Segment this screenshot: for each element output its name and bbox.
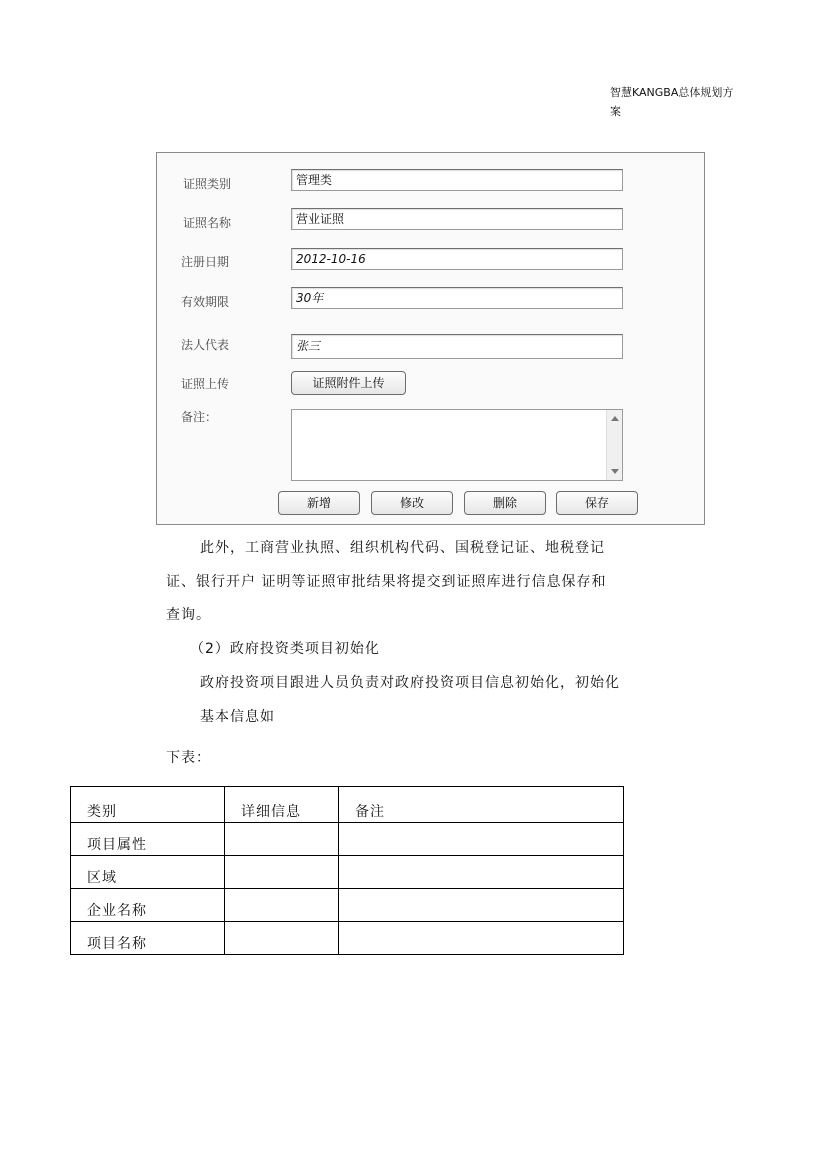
license-name-field[interactable]: 营业证照 — [291, 208, 623, 230]
license-name-label: 证照名称 — [183, 216, 232, 230]
table-cell — [339, 889, 624, 922]
project-info-table — [70, 786, 624, 955]
table-header-row — [71, 787, 624, 823]
register-date-label: 注册日期 — [181, 255, 230, 269]
table-cell — [225, 889, 339, 922]
scroll-down-icon[interactable] — [611, 469, 619, 474]
edit-button[interactable]: 修改 — [371, 491, 453, 515]
table-cell — [225, 823, 339, 856]
paragraph-line: 基本信息如 — [200, 709, 275, 725]
remark-label: 备注： — [181, 410, 218, 424]
table-row — [71, 922, 624, 955]
document-header — [610, 83, 760, 121]
remark-scrollbar[interactable] — [606, 410, 622, 480]
table-header-cell: 备注 — [339, 787, 624, 823]
table-row — [71, 823, 624, 856]
remark-textarea[interactable] — [291, 409, 623, 481]
table-cell — [225, 922, 339, 955]
table-header-cell: 类别 — [71, 787, 225, 823]
paragraph-line: 证、银行开户 证明等证照审批结果将提交到证照库进行信息保存和 — [166, 574, 607, 590]
header-title-line2: 案 — [610, 105, 621, 118]
table-cell — [339, 823, 624, 856]
table-cell: 项目属性 — [71, 823, 225, 856]
table-cell: 企业名称 — [71, 889, 225, 922]
license-category-label: 证照类别 — [183, 177, 232, 191]
table-cell — [225, 856, 339, 889]
legal-representative-field[interactable]: 张三 — [291, 334, 623, 359]
table-cell — [339, 856, 624, 889]
legal-representative-label: 法人代表 — [181, 338, 230, 352]
table-cell — [339, 922, 624, 955]
register-date-field[interactable]: 2012-10-16 — [291, 248, 623, 270]
paragraph-line: 政府投资项目跟进人员负责对政府投资项目信息初始化，初始化 — [200, 675, 620, 691]
add-button[interactable]: 新增 — [278, 491, 360, 515]
validity-period-field[interactable]: 30年 — [291, 287, 623, 309]
table-cell: 区域 — [71, 856, 225, 889]
table-cell: 项目名称 — [71, 922, 225, 955]
delete-button[interactable]: 删除 — [464, 491, 546, 515]
license-form-panel — [156, 152, 705, 525]
license-upload-label: 证照上传 — [181, 377, 230, 391]
header-title-line1: 智慧KANGBA总体规划方 — [610, 86, 734, 99]
license-category-field[interactable]: 管理类 — [291, 169, 623, 191]
paragraph-line: 此外，工商营业执照、组织机构代码、国税登记证、地税登记 — [200, 540, 605, 556]
table-row — [71, 889, 624, 922]
scroll-up-icon[interactable] — [611, 416, 619, 421]
upload-attachment-button[interactable]: 证照附件上传 — [291, 371, 406, 395]
paragraph-line: 下表： — [166, 750, 211, 766]
save-button[interactable]: 保存 — [556, 491, 638, 515]
table-row — [71, 856, 624, 889]
paragraph-line: 查询。 — [166, 607, 211, 623]
section-heading: （2）政府投资类项目初始化 — [190, 641, 380, 657]
validity-period-label: 有效期限 — [181, 295, 230, 309]
table-header-cell: 详细信息 — [225, 787, 339, 823]
